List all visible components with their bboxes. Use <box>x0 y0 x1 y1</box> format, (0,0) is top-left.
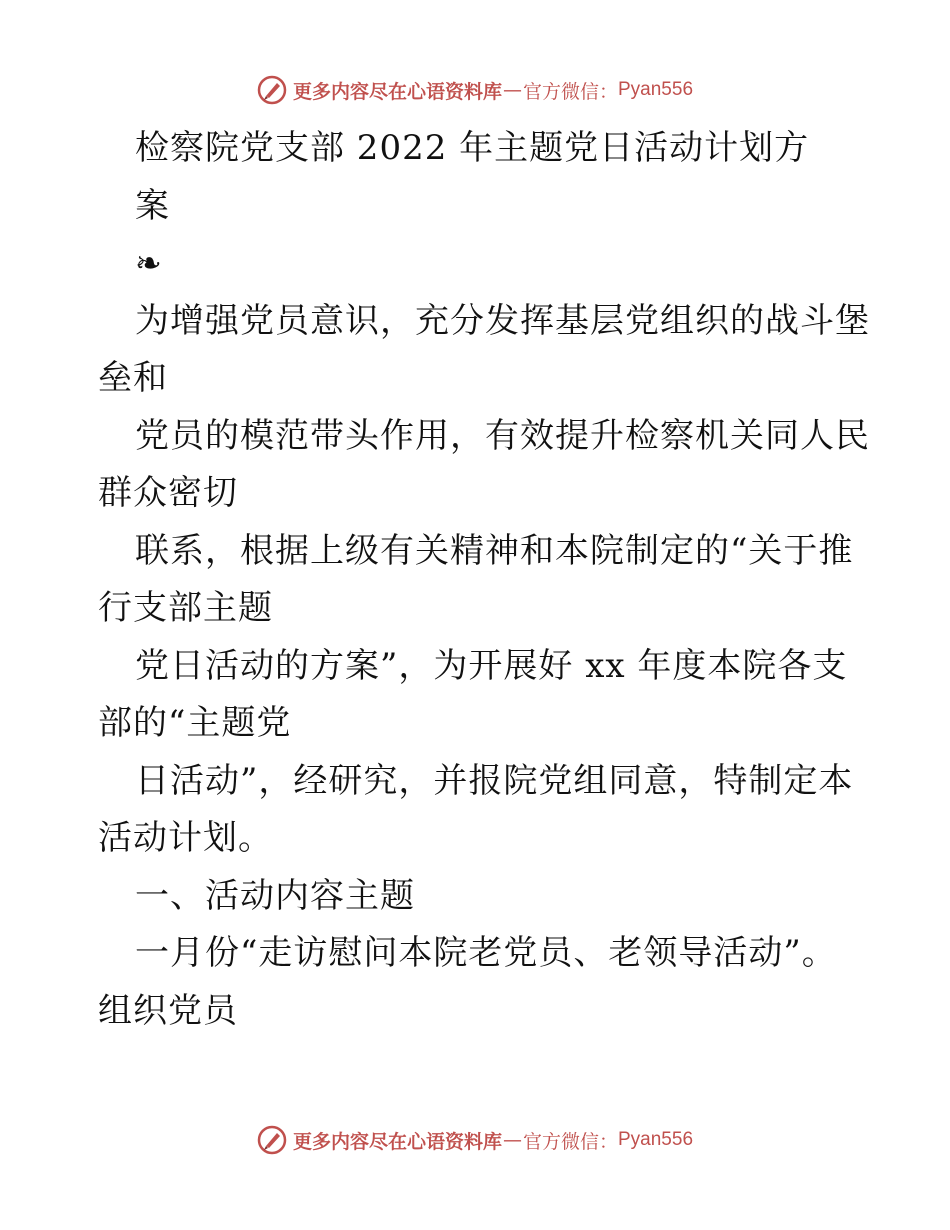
paragraph-line: 为增强党员意识，充分发挥基层党组织的战斗堡 <box>135 300 870 341</box>
paragraph-line: 一月份“走访慰问本院老党员、老领导活动”。 <box>135 933 837 973</box>
paragraph-line: 部的“主题党 <box>98 703 292 743</box>
section-heading: 一、活动内容主题 <box>135 875 415 916</box>
watermark-text: 更多内容尽在心语资料库 <box>292 80 502 103</box>
watermark-label: 官方微信： <box>522 80 618 103</box>
paragraph-line: 联系，根据上级有关精神和本院制定的“关于推 <box>135 530 854 571</box>
paragraph-line: 党员的模范带头作用，有效提升检察机关同人民 <box>135 415 870 456</box>
watermark-label: 官方微信： <box>522 1130 618 1153</box>
paragraph-line: 活动计划。 <box>98 818 273 858</box>
paragraph-line: 群众密切 <box>98 473 238 513</box>
paragraph-line: 组织党员 <box>98 990 238 1031</box>
document-body <box>98 120 870 1040</box>
document-title-continued: 案 <box>135 185 170 226</box>
header-watermark <box>0 72 950 108</box>
paragraph-line: 日活动”，经研究，并报院党组同意，特制定本 <box>135 760 854 801</box>
document-title: 检察院党支部 2022 年主题党日活动计划方 <box>135 128 810 168</box>
pen-logo-icon <box>257 75 287 105</box>
paragraph-line: 垒和 <box>98 358 168 398</box>
paragraph-line: 党日活动的方案”，为开展好 xx 年度本院各支 <box>135 645 848 686</box>
watermark-account: Pyan556 <box>618 1129 694 1150</box>
paragraph-line: 行支部主题 <box>98 588 273 628</box>
footer-watermark <box>0 1122 950 1158</box>
watermark-dash: — <box>502 1129 522 1151</box>
fleuron-ornament-icon: ❧ <box>135 244 162 282</box>
pen-logo-icon <box>257 1125 287 1155</box>
watermark-text: 更多内容尽在心语资料库 <box>292 1130 502 1153</box>
watermark-dash: — <box>502 79 522 101</box>
watermark-account: Pyan556 <box>618 79 694 100</box>
